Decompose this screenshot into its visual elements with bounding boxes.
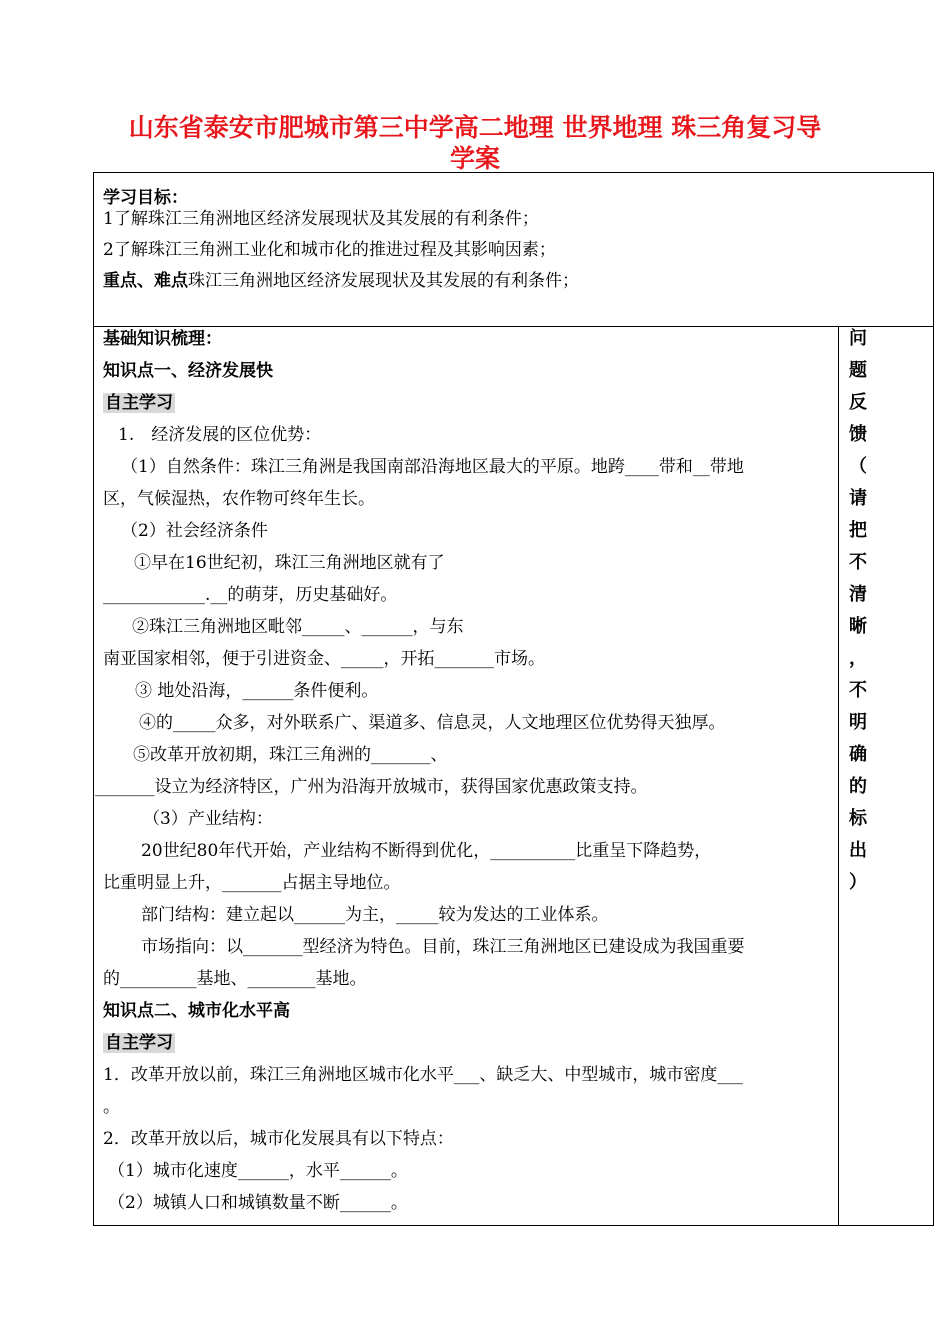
feedback-char: ） — [849, 872, 867, 893]
section-heading: 基础知识梳理： — [103, 329, 222, 349]
goal-item-2: 2了解珠江三角洲工业化和城市化的推进过程及其影响因素； — [103, 240, 556, 260]
document-title-line1: 山东省泰安市肥城市第三中学高二地理 世界地理 珠三角复习导 — [128, 113, 822, 142]
knowledge-point-2-title: 知识点二、城市化水平高 — [103, 1001, 290, 1021]
question-2: 2．改革开放以后，城市化发展具有以下特点： — [103, 1129, 454, 1149]
para-2: （1）自然条件：珠江三角洲是我国南部沿海地区最大的平原。地跨____带和__带地 — [121, 457, 744, 477]
feedback-char: 不 — [849, 680, 867, 701]
feedback-char: 请 — [849, 488, 867, 509]
para-11: ⑤改革开放初期，珠江三角洲的_______、 — [133, 745, 448, 765]
knowledge-point-1-title: 知识点一、经济发展快 — [103, 361, 273, 381]
goals-heading: 学习目标： — [103, 188, 188, 208]
feedback-char: 确 — [849, 744, 867, 765]
feedback-char: 标 — [849, 808, 867, 829]
feedback-char: ， — [849, 648, 867, 669]
feedback-char: 题 — [849, 360, 867, 381]
feedback-char: 把 — [849, 520, 867, 541]
para-1: 1. 经济发展的区位优势： — [118, 425, 322, 445]
key-points-text: 珠江三角洲地区经济发展现状及其发展的有利条件； — [188, 271, 579, 291]
question-2-item-2: （2）城镇人口和城镇数量不断______。 — [108, 1193, 408, 1213]
self-study-highlight-2: 自主学习 — [105, 1033, 173, 1053]
para-14: 20世纪80年代开始，产业结构不断得到优化，__________比重呈下降趋势， — [141, 841, 712, 861]
para-15: 比重明显上升，_______占据主导地位。 — [103, 873, 401, 893]
para-5: ①早在16世纪初，珠江三角洲地区就有了 — [134, 553, 445, 573]
key-points — [103, 269, 579, 293]
feedback-char: 的 — [849, 776, 867, 797]
para-4: （2）社会经济条件 — [121, 521, 268, 541]
self-study-label-1 — [103, 391, 175, 415]
para-9: ③ 地处沿海，______条件便利。 — [135, 681, 379, 701]
para-17: 市场指向：以_______型经济为特色。目前，珠江三角洲地区已建设成为我国重要 — [141, 937, 745, 957]
para-10: ④的_____众多，对外联系广、渠道多、信息灵，人文地理区位优势得天独厚。 — [139, 713, 726, 733]
feedback-char: 不 — [849, 552, 867, 573]
para-12: _______设立为经济特区，广州为沿海开放城市，获得国家优惠政策支持。 — [95, 777, 648, 797]
document-title-line2: 学案 — [449, 144, 500, 173]
goal-item-1: 1了解珠江三角洲地区经济发展现状及其发展的有利条件； — [103, 209, 539, 229]
feedback-char: 反 — [849, 392, 867, 413]
para-16: 部门结构：建立起以______为主，_____较为发达的工业体系。 — [141, 905, 609, 925]
question-1: 1．改革开放以前，珠江三角洲地区城市化水平___、缺乏大、中型城市，城市密度___ — [103, 1065, 743, 1085]
feedback-char: 出 — [849, 840, 867, 861]
para-3: 区，气候湿热，农作物可终年生长。 — [103, 489, 375, 509]
para-18: 的_________基地、________基地。 — [103, 969, 367, 989]
feedback-char: 馈 — [849, 424, 867, 445]
feedback-char: 明 — [849, 712, 867, 733]
para-13: （3）产业结构： — [143, 809, 273, 829]
feedback-vertical-text — [838, 323, 878, 899]
feedback-char: （ — [849, 456, 867, 477]
question-2-item-1: （1）城市化速度______，水平______。 — [108, 1161, 408, 1181]
para-6: ____________.__的萌芽，历史基础好。 — [103, 585, 398, 605]
feedback-char: 清 — [849, 584, 867, 605]
feedback-char: 问 — [849, 328, 867, 349]
para-7: ②珠江三角洲地区毗邻_____、______，与东 — [132, 617, 464, 637]
self-study-highlight-1: 自主学习 — [105, 393, 173, 413]
question-1-end: 。 — [103, 1097, 120, 1117]
self-study-label-2 — [103, 1031, 175, 1055]
key-points-label: 重点、难点 — [103, 271, 188, 291]
para-8: 南亚国家相邻，便于引进资金、_____，开拓_______市场。 — [103, 649, 545, 669]
feedback-char: 晰 — [849, 616, 867, 637]
